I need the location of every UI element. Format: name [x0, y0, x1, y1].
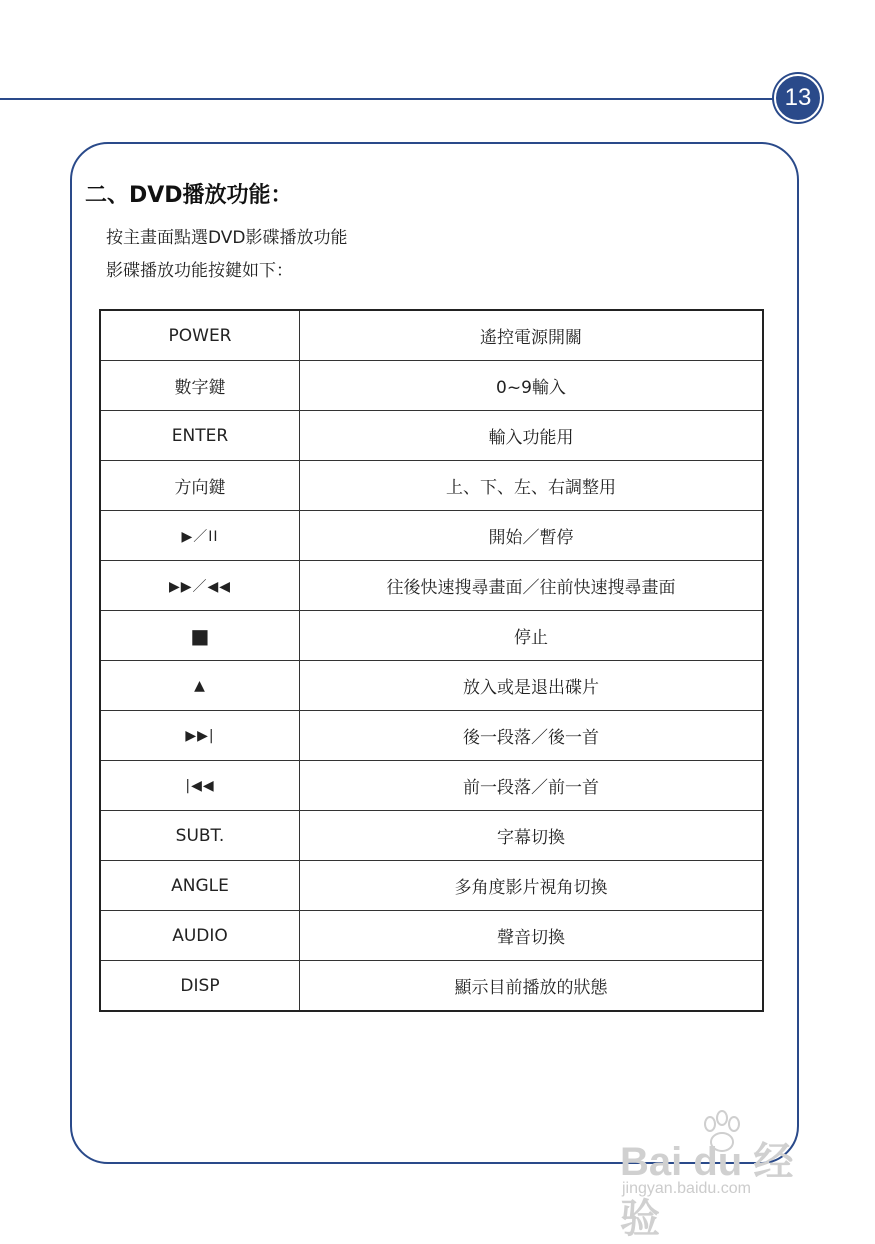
table-row: [100, 961, 763, 1012]
watermark-url: jingyan.baidu.com: [622, 1180, 751, 1197]
function-cell: 停止: [300, 611, 764, 661]
key-cell: ENTER: [100, 411, 300, 461]
previous-track-icon: |◀◀: [100, 761, 300, 811]
function-cell: 顯示目前播放的狀態: [300, 961, 764, 1012]
table-row: [100, 861, 763, 911]
function-cell: 往後快速搜尋畫面／往前快速搜尋畫面: [300, 561, 764, 611]
function-cell: 輸入功能用: [300, 411, 764, 461]
table-row: [100, 811, 763, 861]
function-cell: 開始／暫停: [300, 511, 764, 561]
key-cell: POWER: [100, 310, 300, 361]
key-cell: 方向鍵: [100, 461, 300, 511]
function-cell: 放入或是退出碟片: [300, 661, 764, 711]
table-row: [100, 310, 763, 361]
section-title: 二、DVD播放功能：: [85, 183, 293, 208]
table-row: [100, 611, 763, 661]
intro-line-2: 影碟播放功能按鍵如下：: [106, 261, 293, 281]
function-cell: 後一段落／後一首: [300, 711, 764, 761]
stop-icon: ■: [100, 611, 300, 661]
play-pause-icon: ▶／II: [100, 511, 300, 561]
function-cell: 多角度影片視角切換: [300, 861, 764, 911]
watermark-logo: Bai du 经验: [620, 1140, 794, 1241]
key-cell: AUDIO: [100, 911, 300, 961]
function-cell: 前一段落／前一首: [300, 761, 764, 811]
table-row: [100, 711, 763, 761]
table-row: [100, 461, 763, 511]
key-function-table: [99, 309, 764, 1012]
function-cell: 0~9輸入: [300, 361, 764, 411]
table-row: [100, 561, 763, 611]
key-cell: SUBT.: [100, 811, 300, 861]
key-cell: DISP: [100, 961, 300, 1012]
header-rule: [0, 98, 778, 100]
function-cell: 字幕切換: [300, 811, 764, 861]
table-row: [100, 361, 763, 411]
table-row: [100, 411, 763, 461]
baidu-watermark: [620, 1110, 820, 1241]
intro-line-1: 按主畫面點選DVD影碟播放功能: [106, 228, 348, 248]
key-cell: 數字鍵: [100, 361, 300, 411]
table-row: [100, 661, 763, 711]
next-track-icon: ▶▶|: [100, 711, 300, 761]
fast-forward-rewind-icon: ▶▶／◀◀: [100, 561, 300, 611]
function-cell: 上、下、左、右調整用: [300, 461, 764, 511]
function-cell: 聲音切換: [300, 911, 764, 961]
table-row: [100, 911, 763, 961]
table-row: [100, 511, 763, 561]
key-cell: ANGLE: [100, 861, 300, 911]
function-cell: 遙控電源開關: [300, 310, 764, 361]
table-row: [100, 761, 763, 811]
eject-icon: ▲: [100, 661, 300, 711]
page-number-badge: 13: [774, 74, 822, 122]
